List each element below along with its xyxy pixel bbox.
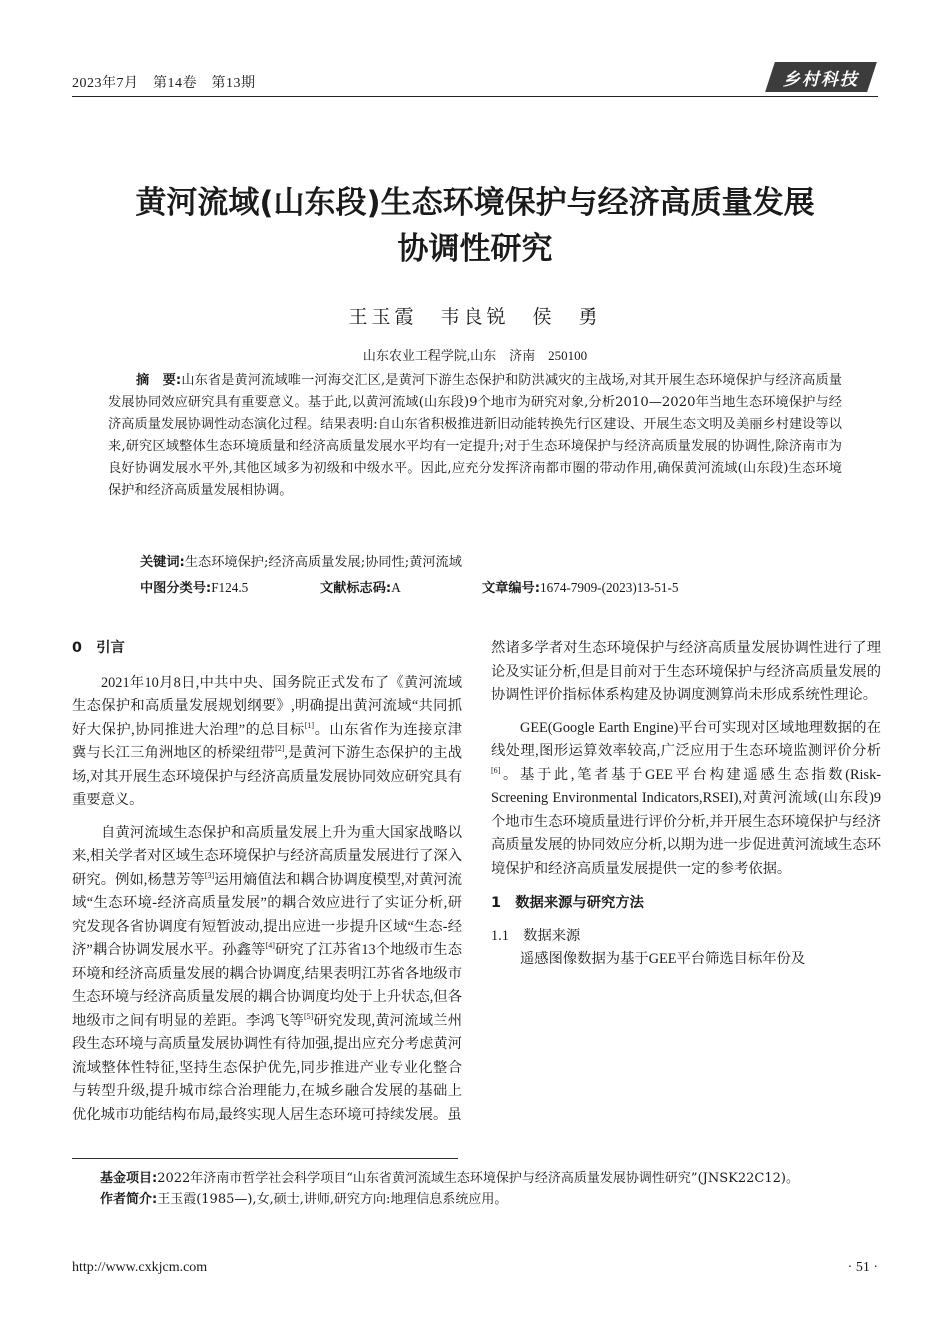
clc-label: 中图分类号: [140, 581, 212, 596]
journal-logo [765, 62, 877, 92]
paragraph-2-text-c: 研究了江苏省13个地级市生态环境和经济高质量发展的耦合协调度,结果表明江苏省各地级市生态环境与经济高质量发展的耦合协调度均处于上升状态,但各地级市之间有明显的差距。李鸿飞等 [72, 942, 462, 1029]
author-bio-text: 王玉霞(1985—),女,硕士,讲师,研究方向:地理信息系统应用。 [157, 1192, 508, 1207]
issue-info: 2023年7月 第14卷 第13期 [72, 76, 256, 91]
page-number: · 51 · [847, 1260, 878, 1275]
citation-1[interactable]: [1] [304, 720, 315, 730]
citation-3[interactable]: [3] [204, 870, 215, 880]
document-code [320, 577, 401, 596]
section-heading-introduction: 0 引言 [72, 640, 125, 656]
article-title [72, 180, 878, 272]
abstract-label: 摘 要: [136, 373, 182, 388]
affiliation: 山东农业工程学院,山东 济南 250100 [362, 348, 588, 363]
paragraph-2 [72, 822, 462, 1128]
author-note [72, 1189, 878, 1210]
paragraph-2-text-d: 研究发现,黄河流域兰州段生态环境与高质量发展协调性有待加强,提出应充分考虑黄河流域整体性特征,坚持生态保护优先,同步推进产业专业化整合与转型升级,提升城市综合治理能力,在城乡融合发展的基础上优化城市功能结构布局,最终实现人居生态环境可持续发展。虽 [72, 1012, 462, 1123]
citation-4[interactable]: [4] [265, 941, 275, 951]
section-heading-data-methods: 1 数据来源与研究方法 [491, 895, 644, 911]
paragraph-3-text-b: 。基于此,笔者基于GEE平台构建遥感生态指数(Risk-Screening Environmental Indicators,RSEI),对黄河流域(山东段)9个地市生态环境质量进行评价分析,并开展生态环境保护与经济高质量发展的协同效应分析,以期为进一步促进黄河流域生态环境保护和经济高质量发展提供一定的参考依据。 [491, 766, 881, 877]
paragraph-4: 遥感图像数据为基于GEE平台筛选目标年份及 [520, 951, 806, 967]
body-column-left [72, 637, 462, 1127]
doc-code-value: A [391, 580, 401, 595]
footnote-divider [72, 1158, 458, 1159]
title-line-1: 黄河流域(山东段)生态环境保护与经济高质量发展 [135, 185, 815, 221]
paragraph-3 [491, 717, 881, 882]
journal-url[interactable]: http://www.cxkjcm.com [72, 1260, 208, 1275]
citation-5[interactable]: [5] [303, 1011, 314, 1021]
title-line-2: 协调性研究 [397, 231, 553, 267]
paragraph-2-text-a: 自黄河流域生态保护和高质量发展上升为重大国家战略以来,相关学者对区域生态环境保护与经济高质量发展进行了深入研究。例如,杨慧芳等 [72, 824, 462, 888]
keywords [140, 551, 462, 570]
paragraph-2-continued: 然诸多学者对生态环境保护与经济高质量发展协调性进行了理论及实证分析,但是目前对于生态环境保护与经济高质量发展的协调性评价指标体系构建及协调度测算尚未形成系统性理论。 [491, 640, 881, 703]
citation-2[interactable]: [2] [275, 744, 285, 754]
abstract-text: 山东省是黄河流域唯一河海交汇区,是黄河下游生态保护和防洪减灾的主战场,对其开展生态环境保护与经济高质量发展协同效应研究具有重要意义。基于此,以黄河流域(山东段)9个地市为研究对象,分析2010—2020年当地生态环境保护与经济高质量发展协调性动态演化过程。结果表明:自山东省积极推进新旧动能转换先行区建设、开展生态文明及美丽乡村建设等以来,研究区域整体生态环境质量和经济高质量发展水平均有一定提升;对于生态环境保护与经济高质量发展的协调性,除济南市为良好协调发展水平外,其他区域多为初级和中级水平。因此,应充分发挥济南都市圈的带动作用,确保黄河流域(山东段)生态环境保护和经济高质量发展相协调。 [108, 373, 842, 498]
paragraph-2-text-b: 运用熵值法和耦合协调度模型,对黄河流域“生态环境-经济高质量发展”的耦合效应进行了实证分析,研究发现各省协调度有短暂波动,提出应进一步提升区域“生态-经济”耦合协调发展水平。孙鑫等 [72, 871, 462, 958]
body-column-right [491, 637, 881, 972]
fund-note [72, 1168, 878, 1189]
citation-6[interactable]: [6] [491, 765, 501, 775]
article-number [482, 577, 678, 596]
paragraph-3-text-a: GEE(Google Earth Engine)平台可实现对区域地理数据的在线处理,图形运算效率较高,广泛应用于生态环境监测评价分析 [491, 719, 881, 759]
subsection-heading-data-source: 1.1 数据来源 [491, 927, 581, 944]
authors: 王玉霞 韦良锐 侯 勇 [348, 306, 602, 328]
clc-value: F124.5 [211, 580, 249, 595]
keywords-label: 关键词: [140, 555, 185, 570]
paragraph-1-text-c: ,是黄河下游生态保护的主战场,对其开展生态环境保护与经济高质量发展协同效应研究具有重要意义。 [72, 745, 463, 808]
paragraph-1-text-a: 2021年10月8日,中共中央、国务院正式发布了《黄河流域生态保护和高质量发展规划纲要》,明确提出黄河流域“共同抓好大保护,协同推进大治理”的总目标 [72, 674, 462, 738]
abstract [108, 370, 842, 502]
paragraph-1-text-b: 。山东省作为连接京津冀与长江三角洲地区的桥梁纽带 [72, 721, 462, 761]
footnotes [72, 1168, 878, 1210]
doc-code-label: 文献标志码: [320, 581, 392, 596]
fund-label: 基金项目: [100, 1171, 158, 1186]
article-no-label: 文章编号: [482, 581, 541, 596]
keywords-text: 生态环境保护;经济高质量发展;协同性;黄河流域 [184, 555, 462, 570]
fund-text: 2022年济南市哲学社会科学项目“山东省黄河流域生态环境保护与经济高质量发展协调性研究”(JNSK22C12)。 [157, 1171, 799, 1186]
clc-number [140, 577, 248, 596]
author-bio-label: 作者简介: [100, 1192, 158, 1207]
journal-logo-text: 乡村科技 [783, 69, 859, 90]
header-divider [72, 96, 878, 97]
article-no-value: 1674-7909-(2023)13-51-5 [540, 580, 679, 595]
paragraph-1 [72, 672, 462, 813]
